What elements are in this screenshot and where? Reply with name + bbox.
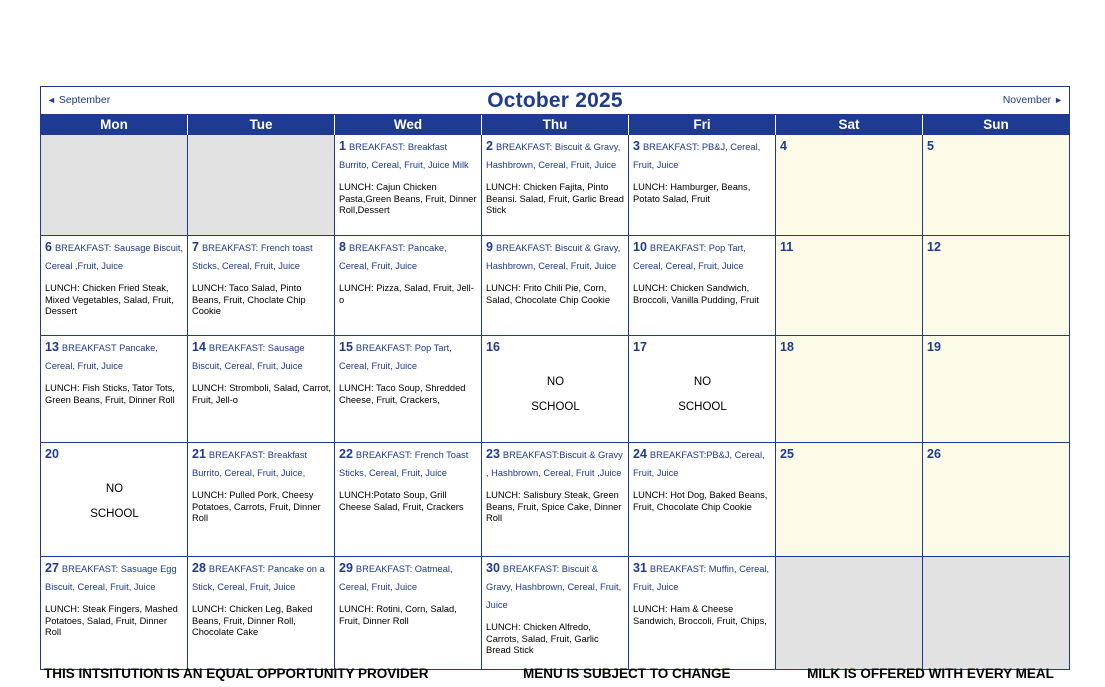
day-number: 17: [633, 340, 647, 354]
weekday-sun: Sun: [983, 117, 1009, 132]
calendar-day-16[interactable]: [482, 336, 629, 442]
day-number: 18: [780, 340, 794, 354]
calendar-week-row: [41, 335, 1069, 442]
calendar-day-empty: [188, 135, 335, 235]
breakfast-text: BREAKFAST: Muffin, Cereal, Fruit, Juice: [633, 564, 770, 592]
breakfast-text: BREAKFAST: Breakfast Burrito, Cereal, Fruit, Juice Milk: [339, 142, 469, 170]
lunch-text: LUNCH: Rotini, Corn, Salad, Fruit, Dinner Roll: [339, 604, 457, 626]
day-number: 25: [780, 447, 794, 461]
lunch-text: LUNCH: Stromboli, Salad, Carrot, Fruit, Jell-o: [192, 383, 331, 405]
calendar-day-13[interactable]: [41, 336, 188, 442]
prev-month-label: September: [58, 94, 111, 106]
calendar-week-row: [41, 556, 1069, 669]
calendar-day-7[interactable]: [188, 236, 335, 335]
calendar-week-row: [41, 135, 1069, 235]
breakfast-text: BREAKFAST: Oatmeal, Cereal, Fruit, Juice: [339, 564, 453, 592]
day-number: 3: [633, 139, 640, 153]
calendar: [40, 86, 1070, 670]
prev-month-link[interactable]: [47, 94, 110, 106]
day-number: 5: [927, 139, 934, 153]
calendar-day-empty: [41, 135, 188, 235]
lunch-text: LUNCH: Steak Fingers, Mashed Potatoes, Salad, Fruit, Dinner Roll: [45, 604, 178, 637]
day-number: 6: [45, 240, 52, 254]
calendar-day-12[interactable]: [923, 236, 1069, 335]
day-number: 10: [633, 240, 647, 254]
day-number: 27: [45, 561, 59, 575]
no-school-line: NO: [693, 376, 712, 388]
footer-notes: [40, 666, 1070, 681]
breakfast-text: BREAKFAST: Biscuit & Gravy, Hashbrown, Cereal, Fruit, Juice: [486, 564, 622, 610]
breakfast-text: BREAKFAST: Pop Tart, Cereal, Fruit, Juice: [339, 343, 452, 371]
no-school-note: [633, 370, 772, 420]
calendar-day-1[interactable]: [335, 135, 482, 235]
day-number: 9: [486, 240, 493, 254]
lunch-text: LUNCH: Chicken Fried Steak, Mixed Vegetables, Salad, Fruit, Dessert: [45, 283, 174, 316]
day-number: 24: [633, 447, 647, 461]
lunch-text: LUNCH: Pizza, Salad, Fruit, Jell-o: [339, 283, 474, 305]
breakfast-text: BREAKFAST:Biscuit & Gravy , Hashbrown, Cereal, Fruit ,Juice: [486, 450, 623, 478]
day-number: 29: [339, 561, 353, 575]
lunch-text: LUNCH: Cajun Chicken Pasta,Green Beans, Fruit, Dinner Roll,Dessert: [339, 182, 477, 215]
breakfast-text: BREAKFAST: French Toast Sticks, Cereal, Fruit, Juice: [339, 450, 469, 478]
lunch-text: LUNCH: Chicken Fajita, Pinto Beansi. Salad, Fruit, Garlic Bread Stick: [486, 182, 624, 215]
next-month-link[interactable]: [1003, 94, 1063, 106]
day-number: 28: [192, 561, 206, 575]
lunch-text: LUNCH: Taco Salad, Pinto Beans, Fruit, Choclate Chip Cookie: [192, 283, 306, 316]
lunch-text: LUNCH: Chicken Leg, Baked Beans, Fruit, Dinner Roll, Chocolate Cake: [192, 604, 313, 637]
lunch-text: LUNCH: Hamburger, Beans, Potato Salad, Fruit: [633, 182, 751, 204]
weekday-mon: Mon: [41, 115, 188, 135]
next-month-label: November: [1002, 94, 1052, 106]
day-number: 20: [45, 447, 59, 461]
breakfast-text: BREAKFAST: Sausage Biscuit, Cereal ,Fruit, Juice: [45, 243, 184, 271]
breakfast-text: BREAKFAST: PB&J, Cereal, Fruit, Juice: [633, 142, 761, 170]
no-school-line: NO: [546, 376, 565, 388]
breakfast-text: BREAKFAST: French toast Sticks, Cereal, Fruit, Juice: [192, 243, 313, 271]
chevron-right-icon: ►: [1054, 95, 1063, 105]
chevron-left-icon: ◄: [47, 95, 56, 105]
calendar-day-22[interactable]: [335, 443, 482, 556]
footer-left-note: THIS INTSITUTION IS AN EQUAL OPPORTUNITY PROVIDER: [44, 666, 429, 681]
breakfast-text: BREAKFAST: Sasuage Egg Biscuit, Cereal, Fruit, Juice: [45, 564, 177, 592]
day-number: 19: [927, 340, 941, 354]
no-school-note: [486, 370, 625, 420]
calendar-day-14[interactable]: [188, 336, 335, 442]
breakfast-text: BREAKFAST Pancake, Cereal, Fruit, Juice: [45, 343, 158, 371]
weekday-tue: Tue: [188, 115, 335, 135]
calendar-day-2[interactable]: [482, 135, 629, 235]
calendar-day-empty: [776, 557, 923, 669]
calendar-day-24[interactable]: [629, 443, 776, 556]
breakfast-text: BREAKFAST: Biscuit & Gravy, Hashbrown, Cereal, Fruit, Juice: [486, 142, 621, 170]
day-number: 13: [45, 340, 59, 354]
calendar-day-3[interactable]: [629, 135, 776, 235]
footer-right-note: MILK IS OFFERED WITH EVERY MEAL: [807, 666, 1054, 681]
calendar-grid: [41, 135, 1069, 669]
calendar-day-20[interactable]: [41, 443, 188, 556]
day-number: 16: [486, 340, 500, 354]
calendar-day-25[interactable]: [776, 443, 923, 556]
calendar-day-15[interactable]: [335, 336, 482, 442]
lunch-text: LUNCH: Taco Soup, Shredded Cheese, Fruit, Crackers,: [339, 383, 466, 405]
breakfast-text: BREAKFAST:PB&J, Cereal, Fruit, Juice: [633, 450, 765, 478]
calendar-day-empty: [923, 557, 1069, 669]
footer-center-note: MENU IS SUBJECT TO CHANGE: [522, 666, 731, 681]
day-number: 4: [780, 139, 787, 153]
calendar-day-30[interactable]: [482, 557, 629, 669]
calendar-day-26[interactable]: [923, 443, 1069, 556]
lunch-text: LUNCH: Chicken Sandwich, Broccoli, Vanilla Pudding, Fruit: [633, 283, 759, 305]
calendar-week-row: [41, 235, 1069, 335]
day-number: 1: [339, 139, 346, 153]
day-number: 26: [927, 447, 941, 461]
day-number: 14: [192, 340, 206, 354]
calendar-day-28[interactable]: [188, 557, 335, 669]
calendar-week-row: [41, 442, 1069, 556]
calendar-day-4[interactable]: [776, 135, 923, 235]
lunch-text: LUNCH: Salisbury Steak, Green Beans, Fruit, Spice Cake, Dinner Roll: [486, 490, 622, 523]
calendar-day-23[interactable]: [482, 443, 629, 556]
calendar-day-10[interactable]: [629, 236, 776, 335]
day-number: 30: [486, 561, 500, 575]
calendar-day-21[interactable]: [188, 443, 335, 556]
calendar-day-5[interactable]: [923, 135, 1069, 235]
weekday-sat: Sat: [776, 115, 923, 135]
no-school-line: SCHOOL: [90, 508, 139, 520]
day-number: 12: [927, 240, 941, 254]
calendar-day-31[interactable]: [629, 557, 776, 669]
weekday-thu: Thu: [482, 115, 629, 135]
day-number: 31: [633, 561, 647, 575]
day-number: 21: [192, 447, 206, 461]
lunch-text: LUNCH: Ham & Cheese Sandwich, Broccoli, Fruit, Chips,: [633, 604, 767, 626]
weekday-fri: Fri: [629, 115, 776, 135]
weekday-header-row: [41, 115, 1069, 135]
lunch-text: LUNCH: Pulled Pork, Cheesy Potatoes, Carrots, Fruit, Dinner Roll: [192, 490, 321, 523]
no-school-line: NO: [105, 483, 124, 495]
day-number: 2: [486, 139, 493, 153]
breakfast-text: BREAKFAST: Pop Tart, Cereal, Cereal, Fruit, Juice: [633, 243, 746, 271]
lunch-text: LUNCH:Potato Soup, Grill Cheese Salad, Fruit, Crackers: [339, 490, 464, 512]
calendar-day-19[interactable]: [923, 336, 1069, 442]
day-number: 8: [339, 240, 346, 254]
no-school-line: SCHOOL: [531, 401, 580, 413]
breakfast-text: BREAKFAST: Pancake on a Stick, Cereal, Fruit, Juice: [192, 564, 325, 592]
calendar-header: [41, 87, 1069, 115]
calendar-day-18[interactable]: [776, 336, 923, 442]
breakfast-text: BREAKFAST: Biscuit & Gravy, Hashbrown, Cereal, Fruit, Juice: [486, 243, 621, 271]
calendar-day-8[interactable]: [335, 236, 482, 335]
day-number: 23: [486, 447, 500, 461]
calendar-day-6[interactable]: [41, 236, 188, 335]
calendar-day-11[interactable]: [776, 236, 923, 335]
breakfast-text: BREAKFAST: Breakfast Burrito, Cereal, Fruit, Juice,: [192, 450, 308, 478]
weekday-wed: Wed: [335, 115, 482, 135]
day-number: 11: [780, 240, 794, 254]
day-number: 7: [192, 240, 199, 254]
calendar-day-9[interactable]: [482, 236, 629, 335]
breakfast-text: BREAKFAST: Sausage Biscuit, Cereal, Fruit, Juice: [192, 343, 305, 371]
lunch-text: LUNCH: Hot Dog, Baked Beans, Fruit, Chocolate Chip Cookie: [633, 490, 768, 512]
page-title: October 2025: [487, 89, 623, 112]
no-school-note: [45, 477, 184, 527]
calendar-day-17[interactable]: [629, 336, 776, 442]
day-number: 22: [339, 447, 353, 461]
no-school-line: SCHOOL: [678, 401, 727, 413]
calendar-day-29[interactable]: [335, 557, 482, 669]
lunch-text: LUNCH: Frito Chili Pie, Corn, Salad, Chocolate Chip Cookie: [486, 283, 611, 305]
day-number: 15: [339, 340, 353, 354]
breakfast-text: BREAKFAST: Pancake, Cereal, Fruit, Juice: [339, 243, 447, 271]
lunch-text: LUNCH: Chicken Alfredo, Carrots, Salad, Fruit, Garlic Bread Stick: [486, 622, 599, 655]
lunch-text: LUNCH: Fish Sticks, Tator Tots, Green Beans, Fruit, Dinner Roll: [45, 383, 175, 405]
calendar-day-27[interactable]: [41, 557, 188, 669]
